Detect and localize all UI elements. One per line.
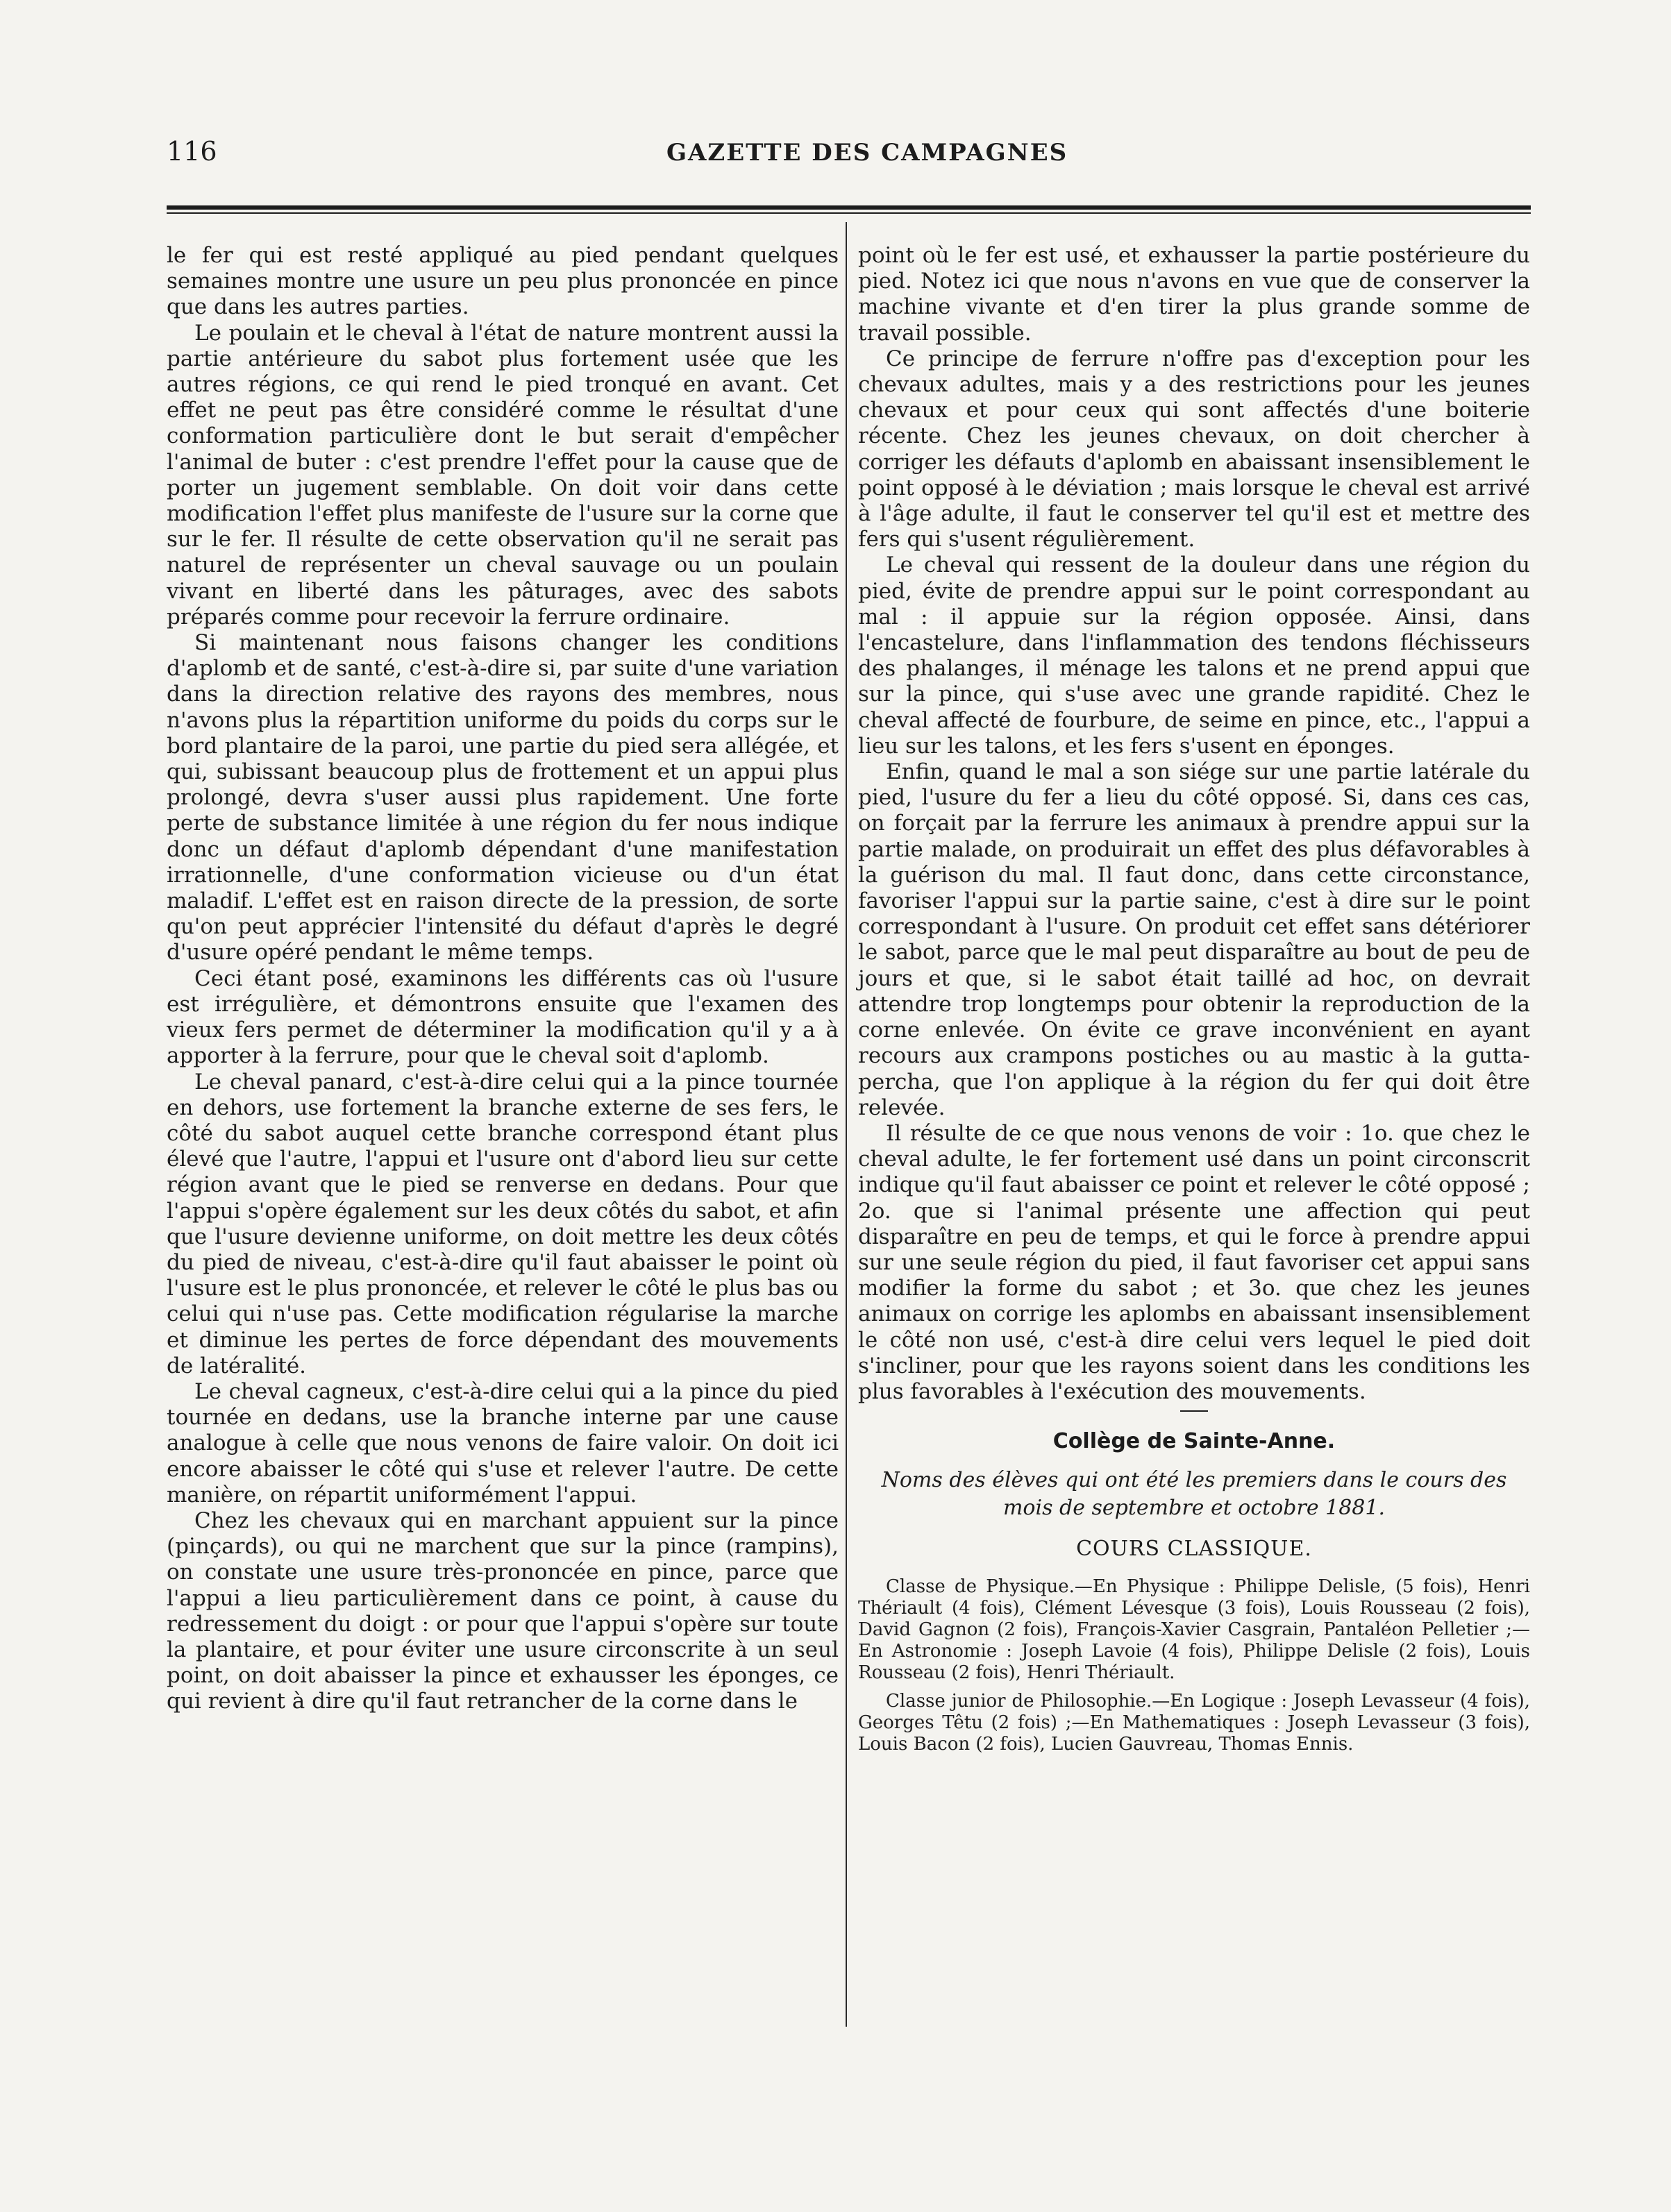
paragraph: point où le fer est usé, et exhausser la partie postérieure du pied. Notez ici que nous n'avons en vue que de conserver la machine vivante et d'en tirer la plus grande somme de travail possible.: [858, 243, 1530, 346]
paragraph: Le cheval qui ressent de la douleur dans une région du pied, évite de prendre appui sur le point correspondant au mal : il appuie sur la région opposée. Ainsi, dans l'encastelure, dans l'inflammation des tendons fléchisseurs des phalanges, il ménage les talons et ne prend appui que sur la pince, qui s'use avec une grande rapidité. Chez le cheval affecté de fourbure, de seime en pince, etc., l'appui a lieu sur les talons, et les fers s'usent en éponges.: [858, 552, 1530, 759]
section-title: Collège de Sainte-Anne.: [1052, 1429, 1336, 1454]
page-number: 116: [167, 136, 217, 167]
column-divider: [846, 222, 847, 2027]
paragraph: Le poulain et le cheval à l'état de nature montrent aussi la partie antérieure du sabot plus fortement usée que les autres régions, ce qui rend le pied tronqué en avant. Cet effet ne peut pas être considéré comme le résultat d'une conformation particulière dont le but serait d'empêcher l'animal de buter : c'est prendre l'effet pour la cause que de porter un jugement semblable. On doit voir dans cette modification l'effet plus manifeste de l'usure sur la corne que sur le fer. Il résulte de cette observation qu'il ne serait pas naturel de représenter un cheval sauvage ou un poulain vivant en liberté dans les pâturages, avec des sabots préparés comme pour recevoir la ferrure ordinaire.: [167, 320, 839, 630]
header-rule-thick: [167, 205, 1531, 210]
paragraph: Le cheval panard, c'est-à-dire celui qui a la pince tournée en dehors, use fortement la branche externe de ses fers, le côté du sabot auquel cette branche correspond étant plus élevé que l'autre, l'appui et l'usure ont d'abord lieu sur cette région avant que le pied se renverse en dedans. Pour que l'appui s'opère également sur les deux côtés du sabot, et afin que l'usure devienne uniforme, on doit mettre les deux côtés du pied de niveau, c'est-à-dire qu'il faut abaisser le point où l'usure est le plus prononcée, et relever le côté le plus bas ou celui qui n'use pas. Cette modification régularise la marche et diminue les pertes de force dépendant des mouvements de latéralité.: [167, 1069, 839, 1378]
paragraph: le fer qui est resté appliqué au pied pendant quelques semaines montre une usure un peu plus prononcée en pince que dans les autres parties.: [167, 243, 839, 320]
paragraph: Chez les chevaux qui en marchant appuient sur la pince (pinçards), ou qui ne marchent que sur la pince (rampins), on constate une usure très-prononcée en pince, parce que l'appui a lieu particulièrement dans ce point, à cause du redressement du doigt : or pour que l'appui s'opère sur toute la plantaire, et pour éviter une usure circonscrite à un seul point, on doit abaisser la pince et exhausser les éponges, ce qui revient à dire qu'il faut retrancher de la corne dans le: [167, 1508, 839, 1714]
left-column: [167, 243, 839, 1715]
publication-title: GAZETTE DES CAMPAGNES: [666, 139, 1068, 167]
header-rule-thin: [167, 212, 1531, 214]
right-column: [858, 243, 1530, 1762]
paragraph: Ceci étant posé, examinons les différents cas où l'usure est irrégulière, et démontrons ensuite que l'examen des vieux fers permet de déterminer la modification qu'il y a à apporter à la ferrure, pour que le cheval soit d'aplomb.: [167, 965, 839, 1069]
section-separator: [1180, 1410, 1208, 1412]
paragraph: Le cheval cagneux, c'est-à-dire celui qui a la pince du pied tournée en dedans, use la branche interne par une cause analogue à celle que nous venons de faire valoir. On doit ici encore abaisser le côté qui s'use et relever l'autre. De cette manière, on répartit uniformément l'appui.: [167, 1378, 839, 1508]
paragraph: Il résulte de ce que nous venons de voir : 1o. que chez le cheval adulte, le fer fortement usé dans un point circonscrit indique qu'il faut abaisser ce point et relever le côté opposé ; 2o. que si l'animal présente une affection qui peut disparaître en peu de temps, et qui le force à prendre appui sur une seule région du pied, il faut favoriser cet appui sans modifier la forme du sabot ; et 3o. que chez les jeunes animaux on corrige les aplombs en abaissant insensiblement le côté non usé, c'est-à dire celui vers lequel le pied doit s'incliner, pour que les rayons soient dans les conditions les plus favorables à l'exécution des mouvements.: [858, 1120, 1530, 1404]
class-honors-entry: Classe de Physique.—En Physique : Philippe Delisle, (5 fois), Henri Thériault (4 fois), Clément Lévesque (3 fois), Louis Rousseau (2 fois), David Gagnon (2 fois), François-Xavier Casgrain, Pantaléon Pelletier ;—En Astronomie : Joseph Lavoie (4 fois), Philippe Delisle (2 fois), Louis Rousseau (2 fois), Henri Thériault.: [858, 1576, 1530, 1683]
course-heading: COURS CLASSIQUE.: [1076, 1537, 1312, 1562]
section-subtitle: Noms des élèves qui ont été les premiers dans le cours des mois de septembre et octobre 1881.: [881, 1468, 1507, 1521]
paragraph: Ce principe de ferrure n'offre pas d'exception pour les chevaux adultes, mais y a des restrictions pour les jeunes chevaux et pour ceux qui sont affectés d'une boiterie récente. Chez les jeunes chevaux, on doit chercher à corriger les défauts d'aplomb en abaissant insensiblement le point opposé à le déviation ; mais lorsque le cheval est arrivé à l'âge adulte, il faut le conserver tel qu'il est et mettre des fers qui s'usent régulièrement.: [858, 346, 1530, 552]
class-honors-entry: Classe junior de Philosophie.—En Logique : Joseph Levasseur (4 fois), Georges Têtu (2 fois) ;—En Mathematiques : Joseph Levasseur (3 fois), Louis Bacon (2 fois), Lucien Gauvreau, Thomas Ennis.: [858, 1690, 1530, 1755]
paragraph: Si maintenant nous faisons changer les conditions d'aplomb et de santé, c'est-à-dire si, par suite d'une variation dans la direction relative des rayons des membres, nous n'avons plus la répartition uniforme du poids du corps sur le bord plantaire de la paroi, une partie du pied sera allégée, et qui, subissant beaucoup plus de frottement et un appui plus prolongé, devra s'user aussi plus rapidement. Une forte perte de substance limitée à une région du fer nous indique donc un défaut d'aplomb dépendant d'une manifestation irrationnelle, d'une conformation vicieuse ou d'un état maladif. L'effet est en raison directe de la pression, de sorte qu'on peut apprécier l'intensité du défaut d'après le degré d'usure opéré pendant le même temps.: [167, 630, 839, 965]
paragraph: Enfin, quand le mal a son siége sur une partie latérale du pied, l'usure du fer a lieu du côté opposé. Si, dans ces cas, on forçait par la ferrure les animaux à prendre appui sur la partie malade, on produirait un effet des plus défavorables à la guérison du mal. Il faut donc, dans cette circonstance, favoriser l'appui sur la partie saine, c'est à dire sur le point correspondant à l'usure. On produit cet effet sans détériorer le sabot, parce que le mal peut disparaître au bout de peu de jours et que, si le sabot était taillé ad hoc, on devrait attendre trop longtemps pour obtenir la reproduction de la corne enlevée. On évite ce grave inconvénient en ayant recours aux crampons postiches ou au mastic à la gutta-percha, que l'on applique à la région du fer qui doit être relevée.: [858, 759, 1530, 1120]
